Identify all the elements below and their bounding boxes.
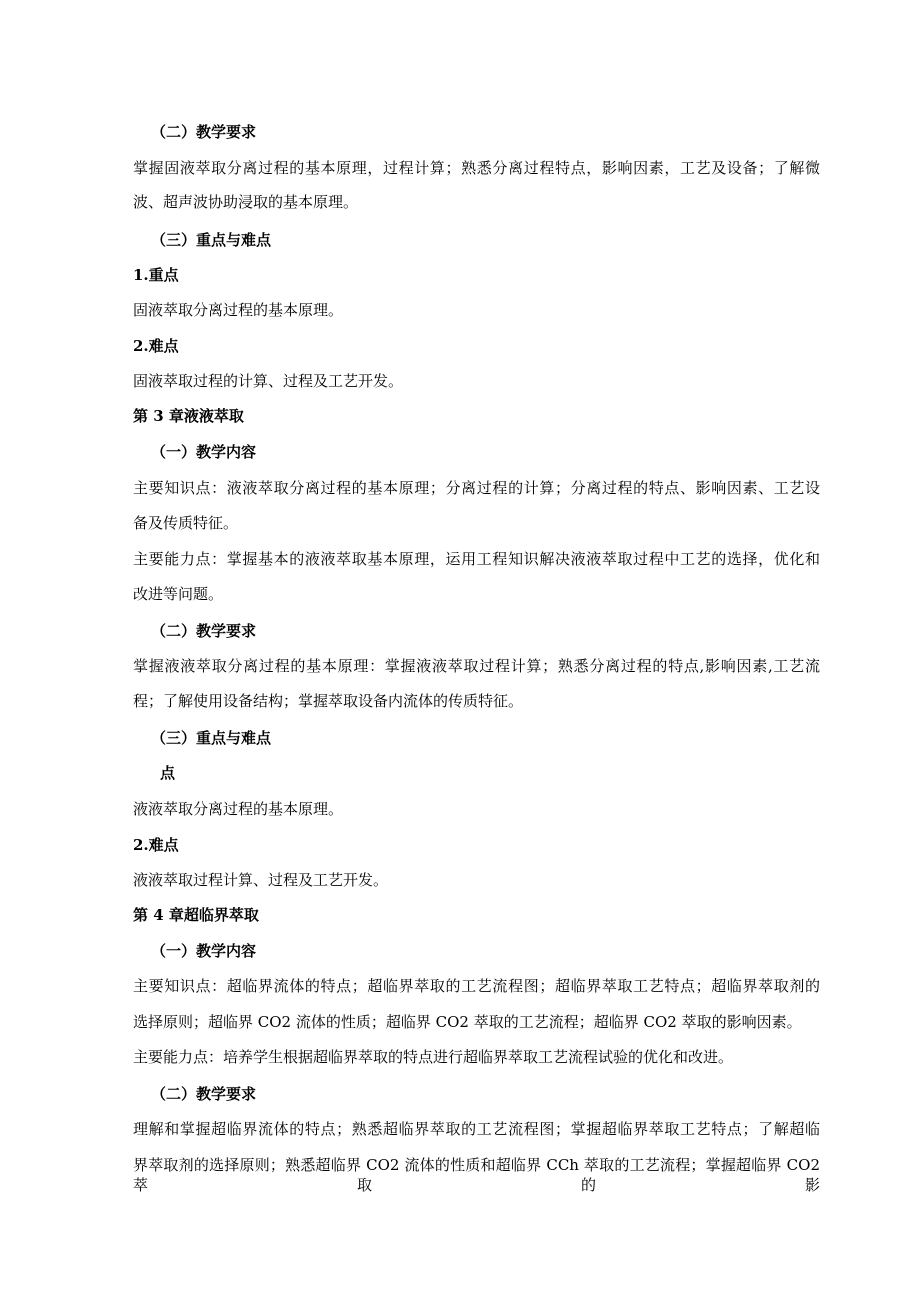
paragraph-line: 固液萃取过程的计算、过程及工艺开发。 — [133, 372, 404, 390]
subheading-difficulty: 2.难点 — [133, 836, 179, 854]
subheading-difficulty: 2.难点 — [133, 337, 179, 355]
paragraph-line: 液液萃取过程计算、过程及工艺开发。 — [133, 871, 389, 889]
paragraph-line: 主要能力点：培养学生根据超临界萃取的特点进行超临界萃取工艺流程试验的优化和改进。 — [133, 1048, 734, 1066]
section-heading-key-points: （三）重点与难点 — [151, 729, 272, 747]
paragraph-line: 波、超声波协助浸取的基本原理。 — [133, 193, 359, 211]
section-heading-teaching-requirements: （二）教学要求 — [151, 1085, 257, 1103]
paragraph-line: 掌握液液萃取分离过程的基本原理：掌握液液萃取过程计算；熟悉分离过程的特点,影响因素,工艺流 — [133, 657, 820, 675]
paragraph-line: 液液萃取分离过程的基本原理。 — [133, 800, 344, 818]
paragraph-line: 选择原则；超临界 CO2 流体的性质；超临界 CO2 萃取的工艺流程；超临界 CO2 萃取的影响因素。 — [133, 1013, 802, 1031]
paragraph-line: 主要知识点：超临界流体的特点；超临界萃取的工艺流程图；超临界萃取工艺特点；超临界萃取剂的 — [133, 977, 820, 995]
paragraph-line: 主要知识点：液液萃取分离过程的基本原理；分离过程的计算；分离过程的特点、影响因素、工艺设 — [133, 479, 820, 497]
section-heading-teaching-requirements: （二）教学要求 — [151, 622, 257, 640]
section-heading-teaching-content: （一）教学内容 — [151, 443, 257, 461]
paragraph-line: 程；了解使用设备结构；掌握萃取设备内流体的传质特征。 — [133, 692, 524, 710]
section-heading-teaching-requirements: （二）教学要求 — [151, 123, 257, 141]
paragraph-line: 理解和掌握超临界流体的特点；熟悉超临界萃取的工艺流程图；掌握超临界萃取工艺特点；了解超临 — [133, 1120, 820, 1138]
paragraph-line: 备及传质特征。 — [133, 514, 239, 532]
chapter-heading-3: 第 3 章液液萃取 — [133, 407, 244, 425]
paragraph-line: 主要能力点：掌握基本的液液萃取基本原理，运用工程知识解决液液萃取过程中工艺的选择，优化和 — [133, 550, 820, 568]
chapter-heading-4: 第 4 章超临界萃取 — [133, 906, 259, 924]
paragraph-line: 改进等问题。 — [133, 585, 224, 603]
section-heading-key-points: （三）重点与难点 — [151, 231, 272, 249]
section-heading-teaching-content: （一）教学内容 — [151, 942, 257, 960]
paragraph-line: 掌握固液萃取分离过程的基本原理，过程计算；熟悉分离过程特点，影响因素，工艺及设备；了解微 — [133, 159, 820, 177]
paragraph-line: 固液萃取分离过程的基本原理。 — [133, 301, 344, 319]
paragraph-line: 界萃取剂的选择原则；熟悉超临界 CO2 流体的性质和超临界 CCh 萃取的工艺流程；掌握超临界 CO2 萃取的影 — [133, 1156, 820, 1194]
subheading-key-point: 点 — [160, 764, 176, 782]
subheading-key-point: 1.重点 — [133, 266, 179, 284]
